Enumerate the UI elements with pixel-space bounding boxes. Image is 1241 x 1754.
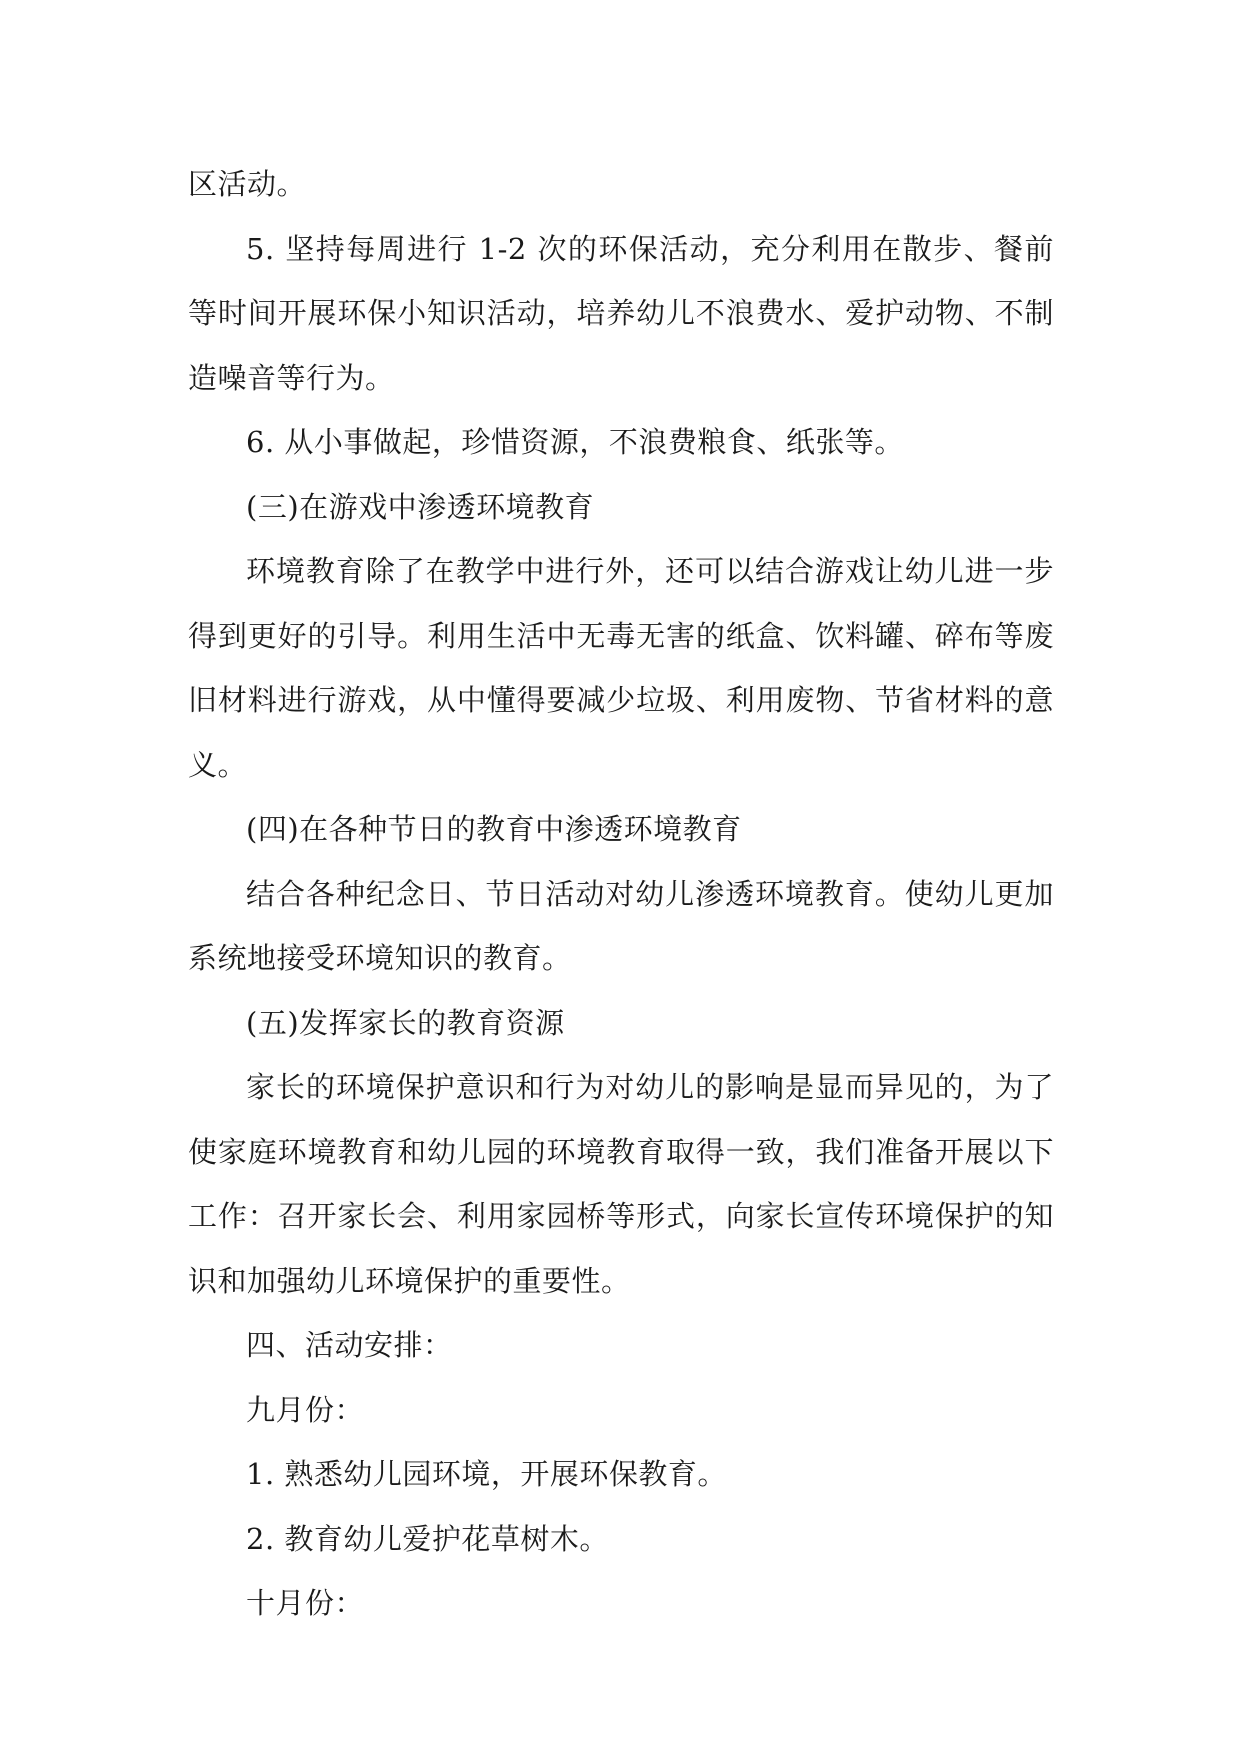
month-heading-october: 十月份： <box>246 1586 365 1620</box>
section-heading-3: (三)在游戏中渗透环境教育 <box>246 489 595 524</box>
paragraph-holiday-education: 结合各种纪念日、节日活动对幼儿渗透环境教育。使幼儿更加系统地接受环境知识的教育。 <box>188 876 1054 975</box>
document-body <box>188 152 1054 1636</box>
list-item-1: 1. 熟悉幼儿园环境，开展环保教育。 <box>246 1457 727 1491</box>
paragraph-item-5: 5. 坚持每周进行 1-2 次的环保活动，充分利用在散步、餐前等时间开展环保小知识活动，培养幼儿不浪费水、爱护动物、不制造噪音等行为。 <box>188 231 1054 395</box>
paragraph-parent-resources: 家长的环境保护意识和行为对幼儿的影响是显而异见的，为了使家庭环境教育和幼儿园的环境教育取得一致，我们准备开展以下工作：召开家长会、利用家园桥等形式，向家长宣传环境保护的知识和加强幼儿环境保护的重要性。 <box>188 1070 1054 1298</box>
section-heading-4: (四)在各种节日的教育中渗透环境教育 <box>246 812 742 846</box>
paragraph-item-6: 6. 从小事做起，珍惜资源，不浪费粮食、纸张等。 <box>246 425 904 459</box>
section-heading-5: (五)发挥家长的教育资源 <box>246 1005 565 1040</box>
month-heading-september: 九月份： <box>246 1392 365 1427</box>
list-item-2: 2. 教育幼儿爱护花草树木。 <box>246 1521 609 1556</box>
paragraph-continuation: 区活动。 <box>188 167 307 201</box>
section-heading-activity-plan: 四、活动安排： <box>246 1328 453 1362</box>
paragraph-game-education: 环境教育除了在教学中进行外，还可以结合游戏让幼儿进一步得到更好的引导。利用生活中无毒无害的纸盒、饮料罐、碎布等废旧材料进行游戏，从中懂得要减少垃圾、利用废物、节省材料的意义。 <box>188 554 1054 782</box>
